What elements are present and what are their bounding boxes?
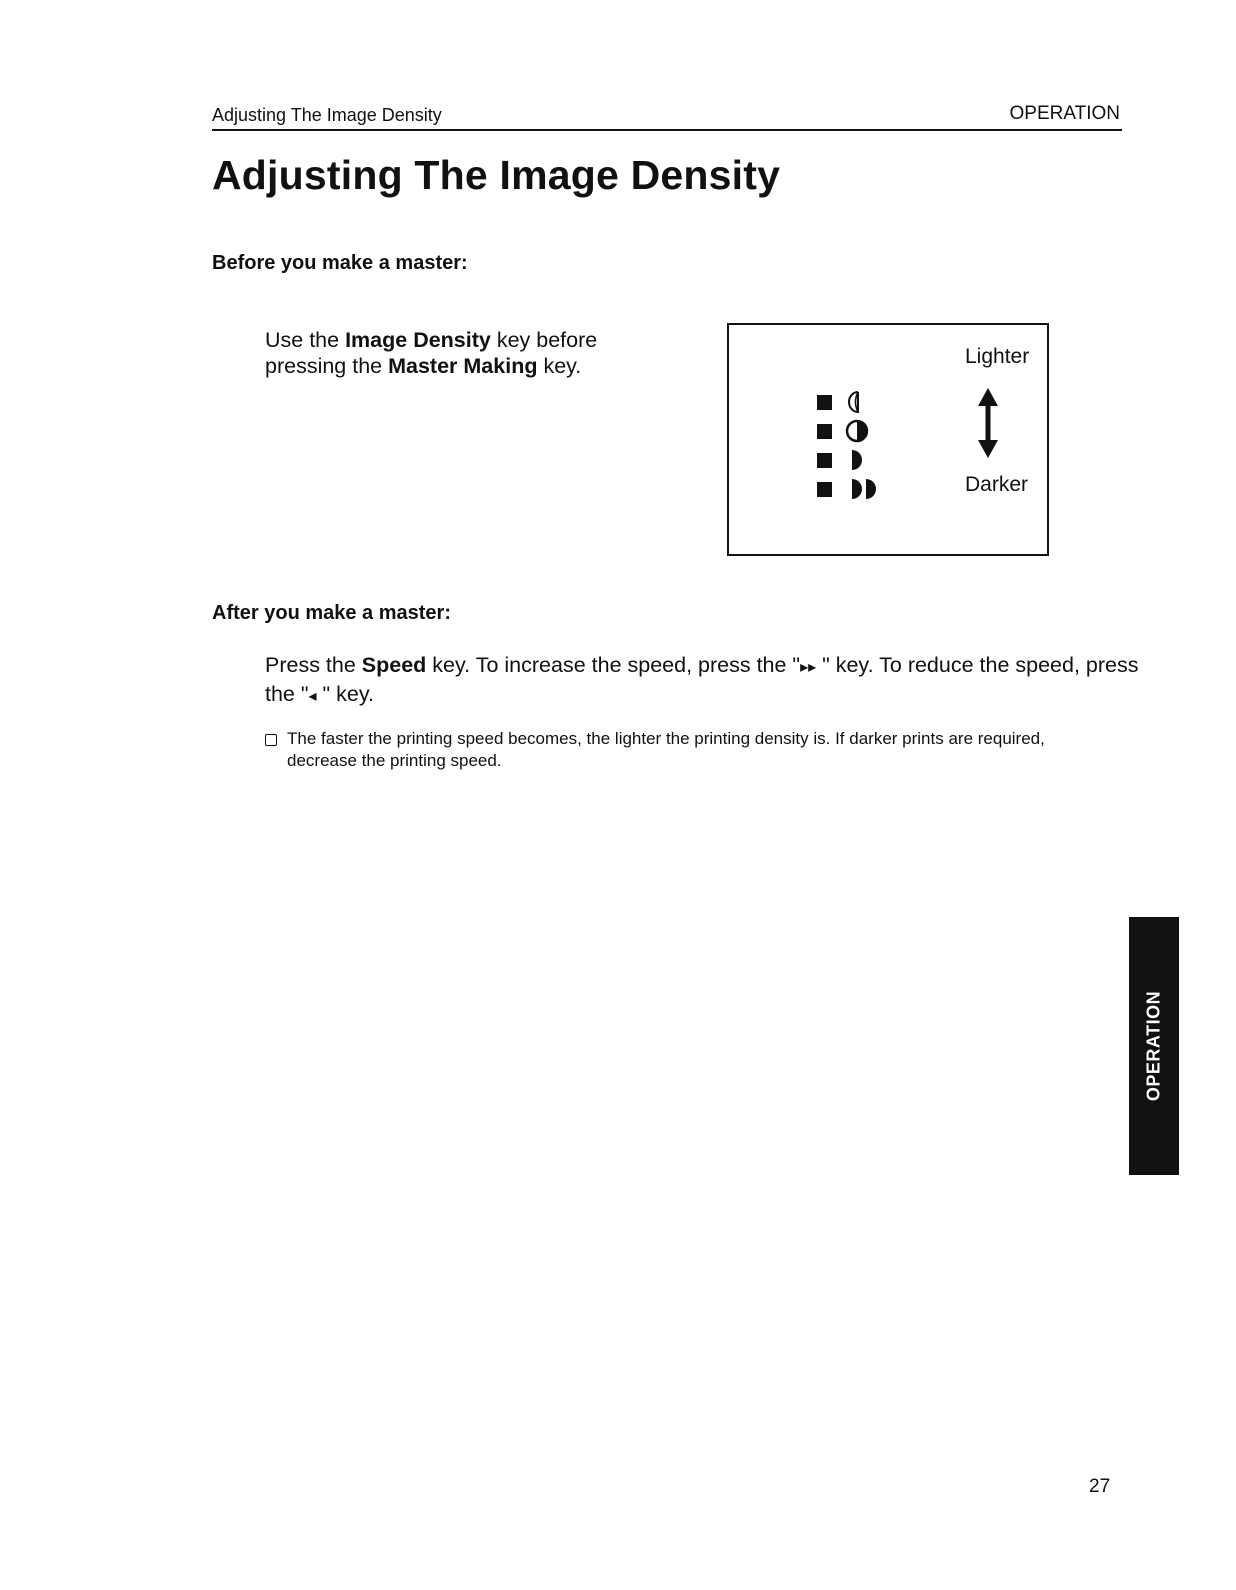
lighter-label: Lighter <box>965 345 1030 368</box>
darker-label: Darker <box>965 473 1029 496</box>
double-arrow-icon <box>976 388 1000 458</box>
half-filled-circle-icon <box>845 418 885 444</box>
image-density-key-name: Image Density <box>345 328 491 352</box>
speed-key-name: Speed <box>361 653 427 677</box>
crescent-outline-icon <box>845 389 885 415</box>
page-number: 27 <box>1089 1476 1111 1497</box>
density-level-2-indicator <box>817 424 832 439</box>
master-making-key-name: Master Making <box>388 354 538 378</box>
page-title: Adjusting The Image Density <box>212 152 781 198</box>
side-tab-label: OPERATION <box>1143 990 1164 1102</box>
density-level-4-indicator <box>817 482 832 497</box>
double-half-circle-icon <box>845 476 885 502</box>
note <box>265 728 1105 772</box>
note-checkbox-icon <box>265 734 277 746</box>
note-text: The faster the printing speed becomes, the lighter the printing density is. If darker prints are required, decrease the printing speed. <box>287 729 1045 770</box>
slow-down-icon: ◂ <box>308 688 317 705</box>
running-header-chapter: OPERATION <box>1009 103 1120 124</box>
density-level-1-indicator <box>817 395 832 410</box>
running-header-section: Adjusting The Image Density <box>212 105 442 125</box>
before-master-heading: Before you make a master: <box>212 252 468 274</box>
before-master-instructions: Use the Image Density key before pressing the Master Making key. <box>265 328 598 378</box>
half-circle-filled-icon <box>845 447 885 473</box>
density-indicator-panel <box>727 323 1049 556</box>
fast-forward-icon: ▸▸ <box>800 659 817 676</box>
operation-side-tab <box>1129 917 1179 1175</box>
running-header <box>212 103 1122 131</box>
after-master-instructions: Press the Speed key. To increase the speed, press the "▸▸ " key. To reduce the speed, press the "◂ " key. <box>265 653 1139 706</box>
after-master-heading: After you make a master: <box>212 602 451 624</box>
density-level-3-indicator <box>817 453 832 468</box>
